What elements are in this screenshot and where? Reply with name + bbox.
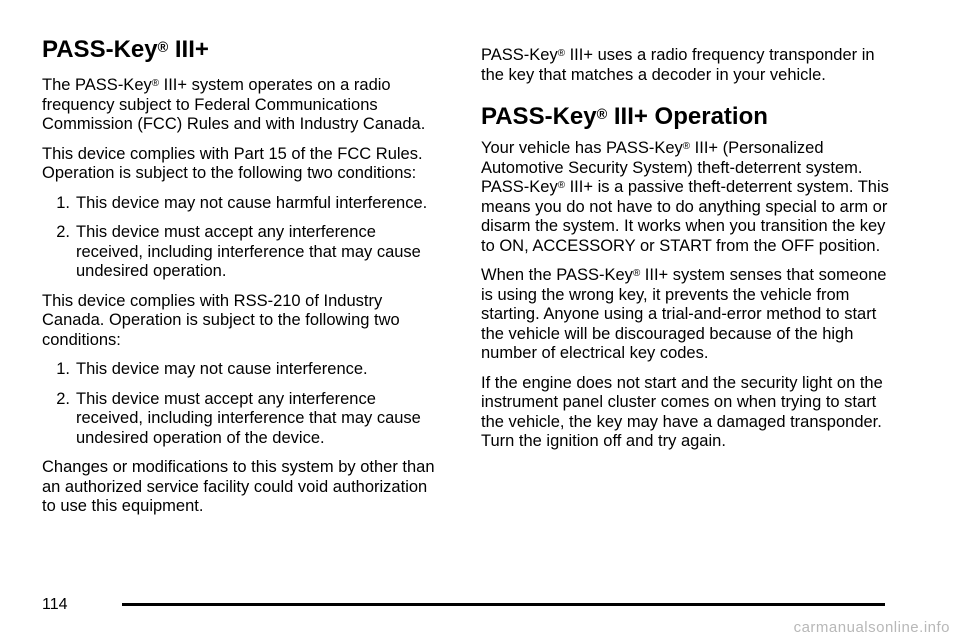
- registered-mark: ®: [157, 40, 169, 56]
- transponder-paragraph: PASS-Key® III+ uses a radio frequency transponder in the key that matches a decoder in your vehicle.: [481, 46, 875, 84]
- list-item: 2. This device must accept any interference received, including interference that may cause undesired operation.: [56, 223, 421, 280]
- section-heading-operation: PASS-Key® III+ Operation: [481, 103, 768, 130]
- left-column: [42, 36, 442, 527]
- page-footer: [42, 594, 885, 616]
- page-number: 114: [42, 596, 68, 613]
- watermark: carmanualsonline.info: [793, 619, 950, 636]
- troubleshoot-paragraph: If the engine does not start and the security light on the instrument panel cluster comes on when trying to start the vehicle, the key may have a damaged transponder. Turn the ignition off and try again.: [481, 373, 883, 450]
- rss-paragraph: This device complies with RSS-210 of Industry Canada. Operation is subject to the following two conditions:: [42, 291, 400, 349]
- rss-conditions-list: [42, 360, 442, 448]
- section-heading-pass-key: PASS-Key® III+: [42, 36, 209, 63]
- footer-rule: [122, 603, 885, 606]
- operation-paragraph: Your vehicle has PASS-Key® III+ (Personalized Automotive Security System) theft-deterrent system. PASS-Key® III+ is a passive theft-deterrent system. This means you do not have to do anything special to arm or disarm the system. It works when you transition the key to ON, ACCESSORY or START from the OFF position.: [481, 139, 889, 255]
- list-item: 2. This device must accept any interference received, including interference that may cause undesired operation of the device.: [56, 389, 421, 447]
- right-column: [481, 46, 891, 462]
- list-item: 1. This device may not cause interference.: [56, 360, 368, 378]
- changes-paragraph: Changes or modifications to this system by other than an authorized service facility could void authorization to use this equipment.: [42, 458, 435, 515]
- list-item: 1. This device may not cause harmful interference.: [56, 193, 428, 212]
- registered-mark: ®: [596, 107, 608, 123]
- fcc-paragraph: This device complies with Part 15 of the FCC Rules. Operation is subject to the following two conditions:: [42, 144, 423, 182]
- wrong-key-paragraph: When the PASS-Key® III+ system senses that someone is using the wrong key, it prevents the vehicle from starting. Anyone using a trial-and-error method to start the vehicle will be discouraged because of the high number of electrical key codes.: [481, 266, 887, 362]
- fcc-conditions-list: [42, 194, 442, 282]
- intro-paragraph: The PASS-Key® III+ system operates on a radio frequency subject to Federal Communications Commission (FCC) Rules and with Industry Canada.: [42, 76, 426, 133]
